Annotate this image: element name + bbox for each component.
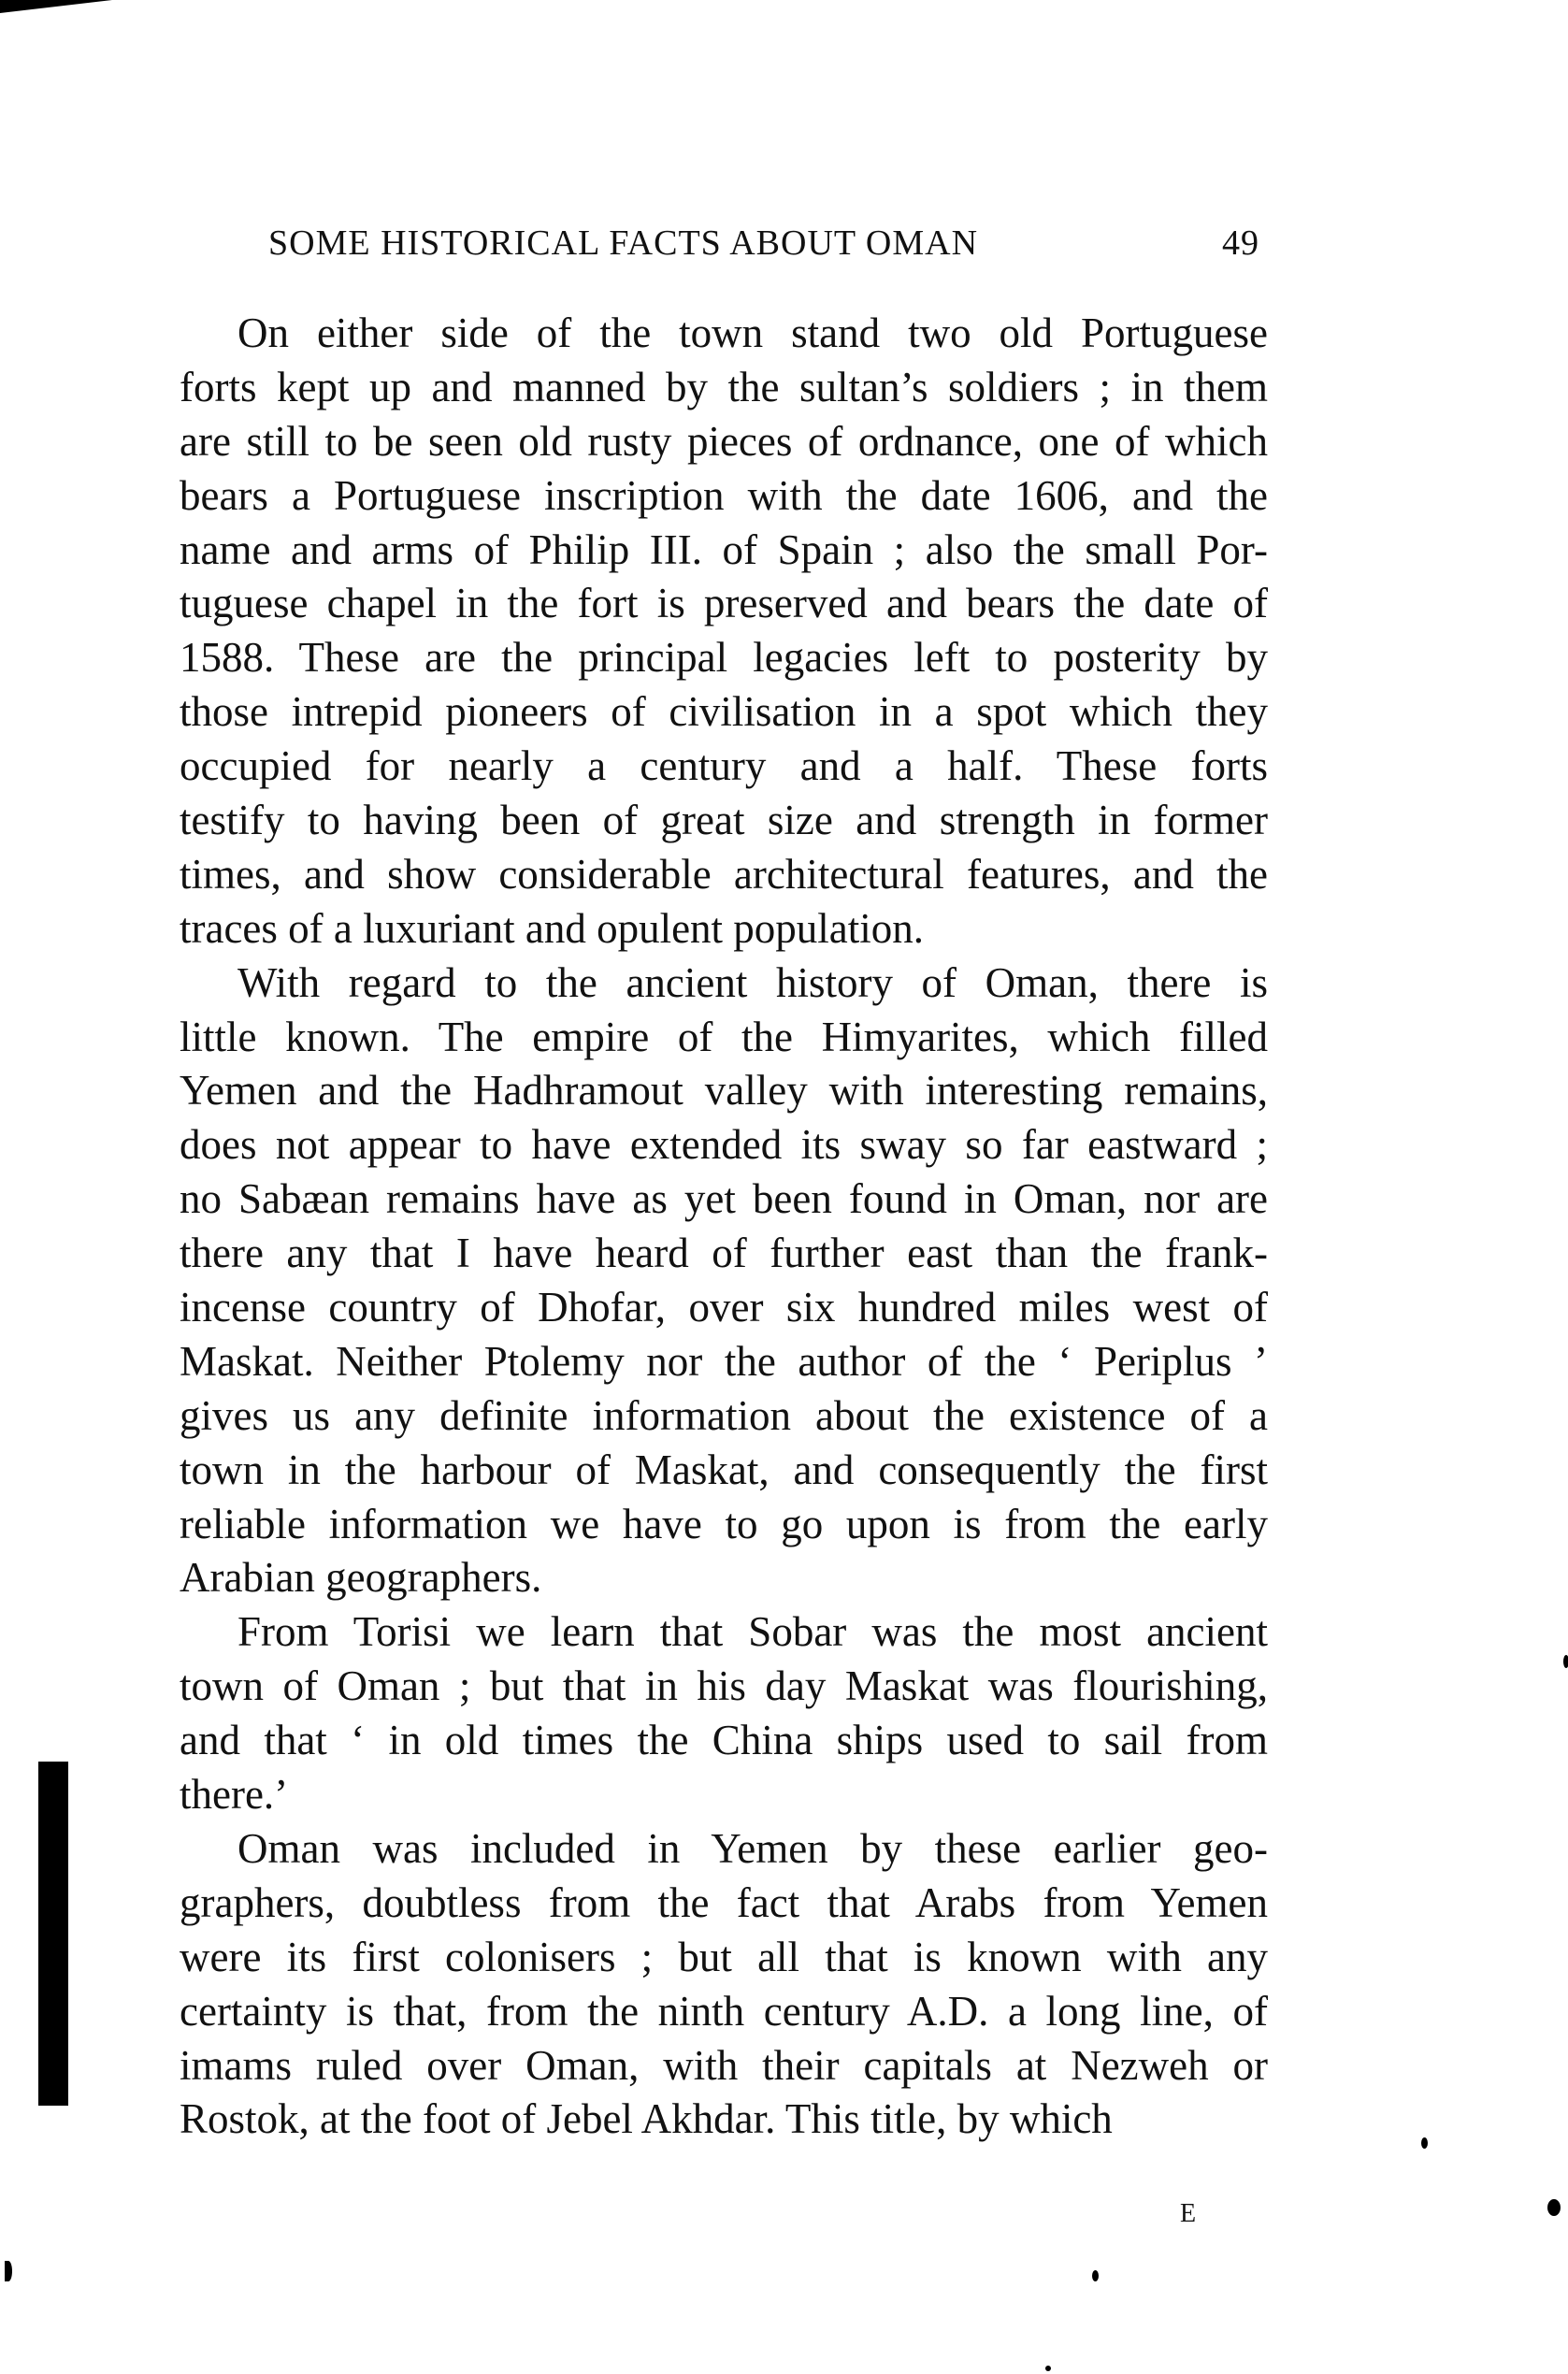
text-line: incense country of Dhofar, over six hundred miles west of bbox=[180, 1284, 1268, 1331]
scan-edge-bar bbox=[38, 1762, 68, 2106]
text-line: Maskat. Neither Ptolemy nor the author of the ‘ Periplus ’ bbox=[180, 1337, 1268, 1385]
text-line: those intrepid pioneers of civilisation in a spot which they bbox=[180, 688, 1268, 736]
text-line: are still to be seen old rusty pieces of ordnance, one of which bbox=[180, 417, 1268, 465]
scan-mark bbox=[0, 0, 112, 13]
text-line: town of Oman ; but that in his day Maskat was flourishing, bbox=[180, 1662, 1268, 1710]
text-line: little known. The empire of the Himyarites, which filled bbox=[180, 1013, 1268, 1060]
page-number: 49 bbox=[1222, 223, 1259, 263]
text-line: tuguese chapel in the fort is preserved and bears the date of bbox=[180, 580, 1268, 627]
text-line: graphers, doubtless from the fact that Arabs from Yemen bbox=[180, 1878, 1268, 1926]
text-line: town in the harbour of Maskat, and consequently the first bbox=[180, 1446, 1268, 1493]
speck bbox=[1421, 2137, 1428, 2149]
text-line: forts kept up and manned by the sultan’s soldiers ; in them bbox=[180, 363, 1268, 410]
text-line: does not appear to have extended its sway so far eastward ; bbox=[180, 1121, 1268, 1169]
text-line: times, and show considerable architectural features, and the bbox=[180, 850, 1268, 898]
speck bbox=[1563, 1655, 1568, 1668]
text-line: From Torisi we learn that Sobar was the most ancient bbox=[237, 1608, 1268, 1656]
text-line: On either side of the town stand two old Portuguese bbox=[237, 309, 1268, 356]
text-line: occupied for nearly a century and a half. These forts bbox=[180, 742, 1268, 790]
text-line: With regard to the ancient history of Oman, there is bbox=[237, 958, 1268, 1006]
text-line: testify to having been of great size and strength in former bbox=[180, 797, 1268, 844]
text-line: 1588. These are the principal legacies left to posterity by bbox=[180, 634, 1268, 682]
text-line: name and arms of Philip III. of Spain ; also the small Por- bbox=[180, 525, 1268, 573]
text-line: reliable information we have to go upon is from the early bbox=[180, 1500, 1268, 1547]
speck bbox=[1547, 2199, 1561, 2216]
text-line: gives us any definite information about the existence of a bbox=[180, 1391, 1268, 1439]
text-line: traces of a luxuriant and opulent population. bbox=[180, 904, 925, 952]
text-line: no Sabæan remains have as yet been found in Oman, nor are bbox=[180, 1175, 1268, 1223]
text-line: Rostok, at the foot of Jebel Akhdar. This title, by which bbox=[180, 2095, 1113, 2143]
text-line: Arabian geographers. bbox=[180, 1554, 542, 1602]
running-title: SOME HISTORICAL FACTS ABOUT OMAN bbox=[268, 223, 979, 263]
speck bbox=[5, 2261, 12, 2281]
text-line: certainty is that, from the ninth century A.D. a long line, of bbox=[180, 1987, 1268, 2035]
signature-mark: E bbox=[1180, 2199, 1197, 2228]
text-line: were its first colonisers ; but all that is known with any bbox=[180, 1933, 1268, 1980]
text-line: there.’ bbox=[180, 1771, 289, 1819]
body-text bbox=[180, 307, 1268, 2147]
text-line: there any that I have heard of further east than the frank- bbox=[180, 1230, 1268, 1277]
text-line: bears a Portuguese inscription with the date 1606, and the bbox=[180, 471, 1268, 519]
text-line: imams ruled over Oman, with their capitals at Nezweh or bbox=[180, 2041, 1268, 2089]
running-header bbox=[268, 223, 1259, 269]
speck bbox=[1045, 2366, 1051, 2371]
text-line: Oman was included in Yemen by these earlier geo- bbox=[237, 1824, 1268, 1872]
speck bbox=[1092, 2270, 1099, 2281]
text-line: Yemen and the Hadhramout valley with interesting remains, bbox=[180, 1067, 1268, 1115]
text-line: and that ‘ in old times the China ships used to sail from bbox=[180, 1717, 1268, 1764]
